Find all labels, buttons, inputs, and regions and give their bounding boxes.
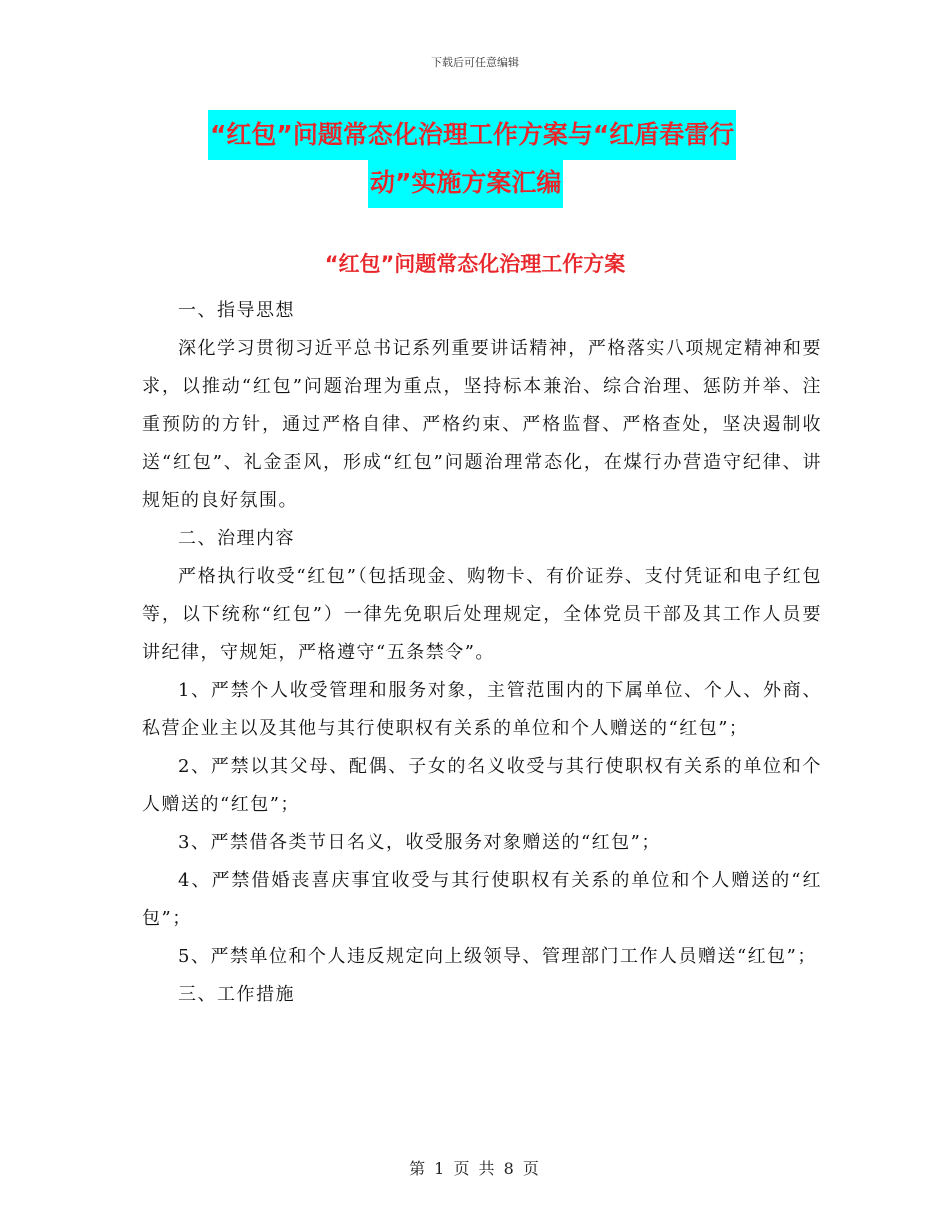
main-title-line-2: 动”实施方案汇编: [368, 158, 563, 208]
rule-item-2: 2、严禁以其父母、配偶、子女的名义收受与其行使职权有关系的单位和个人赠送的“红包”；: [142, 756, 822, 815]
heading-governance-content: 二、治理内容: [178, 528, 295, 549]
header-note: 下载后可任意编辑: [431, 56, 519, 69]
section-title: “红包”问题常态化治理工作方案: [324, 252, 626, 276]
heading-work-measures: 三、工作措施: [178, 984, 295, 1005]
paragraph-guiding-ideology: 深化学习贯彻习近平总书记系列重要讲话精神，严格落实八项规定精神和要求，以推动“红包”问题治理为重点，坚持标本兼治、综合治理、惩防并举、注重预防的方针，通过严格自律、严格约束、严格监督、严格查处，坚决遏制收送“红包”、礼金歪风，形成“红包”问题治理常态化，在煤行办营造守纪律、讲规矩的良好氛围。: [142, 338, 822, 511]
rule-item-5: 5、严禁单位和个人违反规定向上级领导、管理部门工作人员赠送“红包”；: [178, 946, 817, 967]
rule-item-4: 4、严禁借婚丧喜庆事宜收受与其行使职权有关系的单位和个人赠送的“红包”；: [142, 870, 822, 929]
heading-guiding-ideology: 一、指导思想: [178, 300, 295, 321]
page-footer: 第 1 页 共 8 页: [409, 1159, 541, 1178]
main-title-line-1: “红包”问题常态化治理工作方案与“红盾春雷行: [208, 110, 736, 160]
paragraph-governance-content: 严格执行收受“红包”（包括现金、购物卡、有价证券、支付凭证和电子红包等，以下统称“红包”）一律先免职后处理规定，全体党员干部及其工作人员要讲纪律，守规矩，严格遵守“五条禁令”。: [142, 566, 822, 663]
rule-item-3: 3、严禁借各类节日名义，收受服务对象赠送的“红包”；: [178, 832, 661, 853]
rule-item-1: 1、严禁个人收受管理和服务对象，主管范围内的下属单位、个人、外商、私营企业主以及其他与其行使职权有关系的单位和个人赠送的“红包”；: [142, 680, 822, 739]
body-text: [142, 292, 822, 1014]
